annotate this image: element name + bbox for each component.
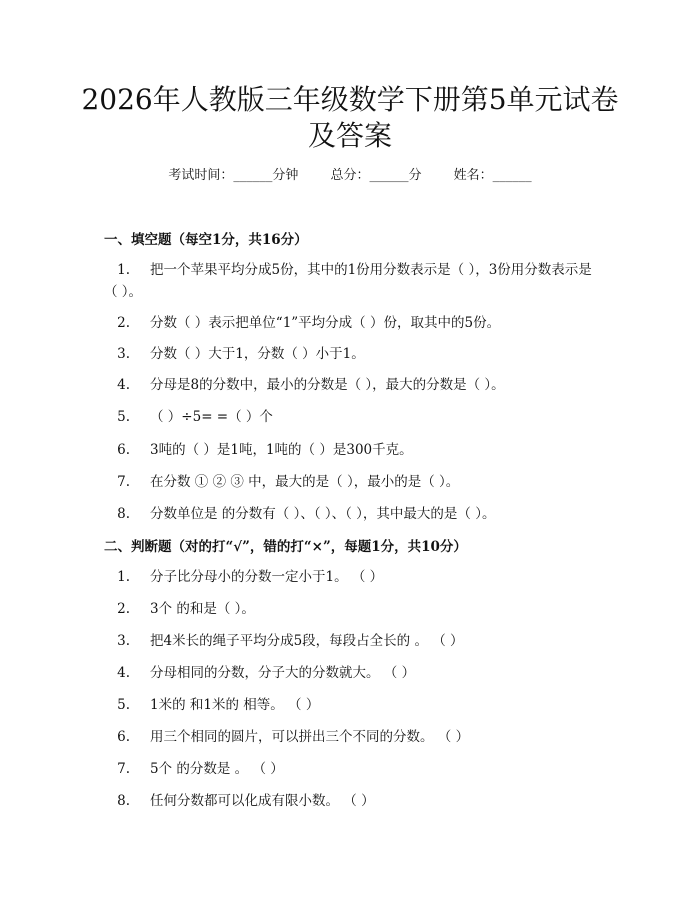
question-text: 在分数 ① ② ③ 中，最大的是（ ），最小的是（ ）。: [150, 474, 460, 490]
question-number: 1.: [117, 569, 130, 585]
document-title-line-1: 2026年人教版三年级数学下册第5单元试卷: [81, 83, 619, 116]
exam-total-score: 总分：______分: [330, 168, 422, 183]
exam-meta: [0, 166, 700, 186]
document-title: [70, 82, 630, 154]
question-text: 把4米长的绳子平均分成5段，每段占全长的 。 （ ）: [150, 633, 464, 649]
question-item: [104, 343, 604, 365]
question-number: 6.: [117, 442, 130, 458]
question-number: 5.: [117, 697, 130, 713]
question-number: 1.: [117, 262, 130, 278]
question-number: 2.: [117, 315, 130, 331]
question-text: （ ）÷5= =（ ）个: [150, 409, 273, 425]
question-text: 分数单位是 的分数有（ ）、（ ）、（ ），其中最大的是（ ）。: [150, 506, 496, 522]
question-text: 分子比分母小的分数一定小于1。 （ ）: [150, 569, 384, 585]
exam-time: 考试时间：______分钟: [168, 168, 299, 183]
question-number: 3.: [117, 346, 130, 362]
question-item: [104, 406, 604, 428]
question-item: [104, 790, 604, 812]
question-item: [104, 758, 604, 780]
question-number: 4.: [117, 665, 130, 681]
question-number: 7.: [117, 761, 130, 777]
document-title-line-2: 及答案: [307, 119, 392, 152]
question-text: 1米的 和1米的 相等。 （ ）: [150, 697, 320, 713]
question-text: 用三个相同的圆片，可以拼出三个不同的分数。 （ ）: [150, 729, 470, 745]
question-item: [104, 566, 604, 588]
question-item: [104, 312, 604, 334]
question-item: [104, 503, 604, 525]
question-text: 把一个苹果平均分成5份，其中的1份用分数表示是（ ），3份用分数表示是（ ）。: [104, 262, 592, 300]
question-item: [104, 598, 604, 620]
question-item: [104, 630, 604, 652]
question-item: [104, 726, 604, 748]
question-item: [104, 259, 604, 303]
question-text: 分母相同的分数，分子大的分数就大。 （ ）: [150, 665, 416, 681]
question-text: 5个 的分数是 。 （ ）: [150, 761, 284, 777]
question-text: 分母是8的分数中，最小的分数是（ ），最大的分数是（ ）。: [150, 377, 505, 393]
question-number: 8.: [117, 506, 130, 522]
question-text: 分数（ ）表示把单位“1”平均分成（ ）份，取其中的5份。: [150, 315, 501, 331]
question-number: 8.: [117, 793, 130, 809]
question-text: 分数（ ）大于1，分数（ ）小于1。: [150, 346, 365, 362]
question-number: 7.: [117, 474, 130, 490]
question-text: 3个 的和是（ ）。: [150, 601, 255, 617]
question-item: [104, 439, 604, 461]
question-number: 2.: [117, 601, 130, 617]
section-heading-fill-in: 一、填空题（每空1分，共16分）: [104, 232, 308, 248]
question-text: 3吨的（ ）是1吨，1吨的（ ）是300千克。: [150, 442, 413, 458]
question-number: 4.: [117, 377, 130, 393]
question-item: [104, 374, 604, 396]
question-text: 任何分数都可以化成有限小数。 （ ）: [150, 793, 375, 809]
question-item: [104, 471, 604, 493]
section-heading-true-false: 二、判断题（对的打“√”，错的打“×”，每题1分，共10分）: [104, 539, 467, 555]
question-number: 5.: [117, 409, 130, 425]
question-number: 6.: [117, 729, 130, 745]
question-item: [104, 694, 604, 716]
question-item: [104, 662, 604, 684]
question-number: 3.: [117, 633, 130, 649]
student-name: 姓名：______: [453, 168, 532, 183]
